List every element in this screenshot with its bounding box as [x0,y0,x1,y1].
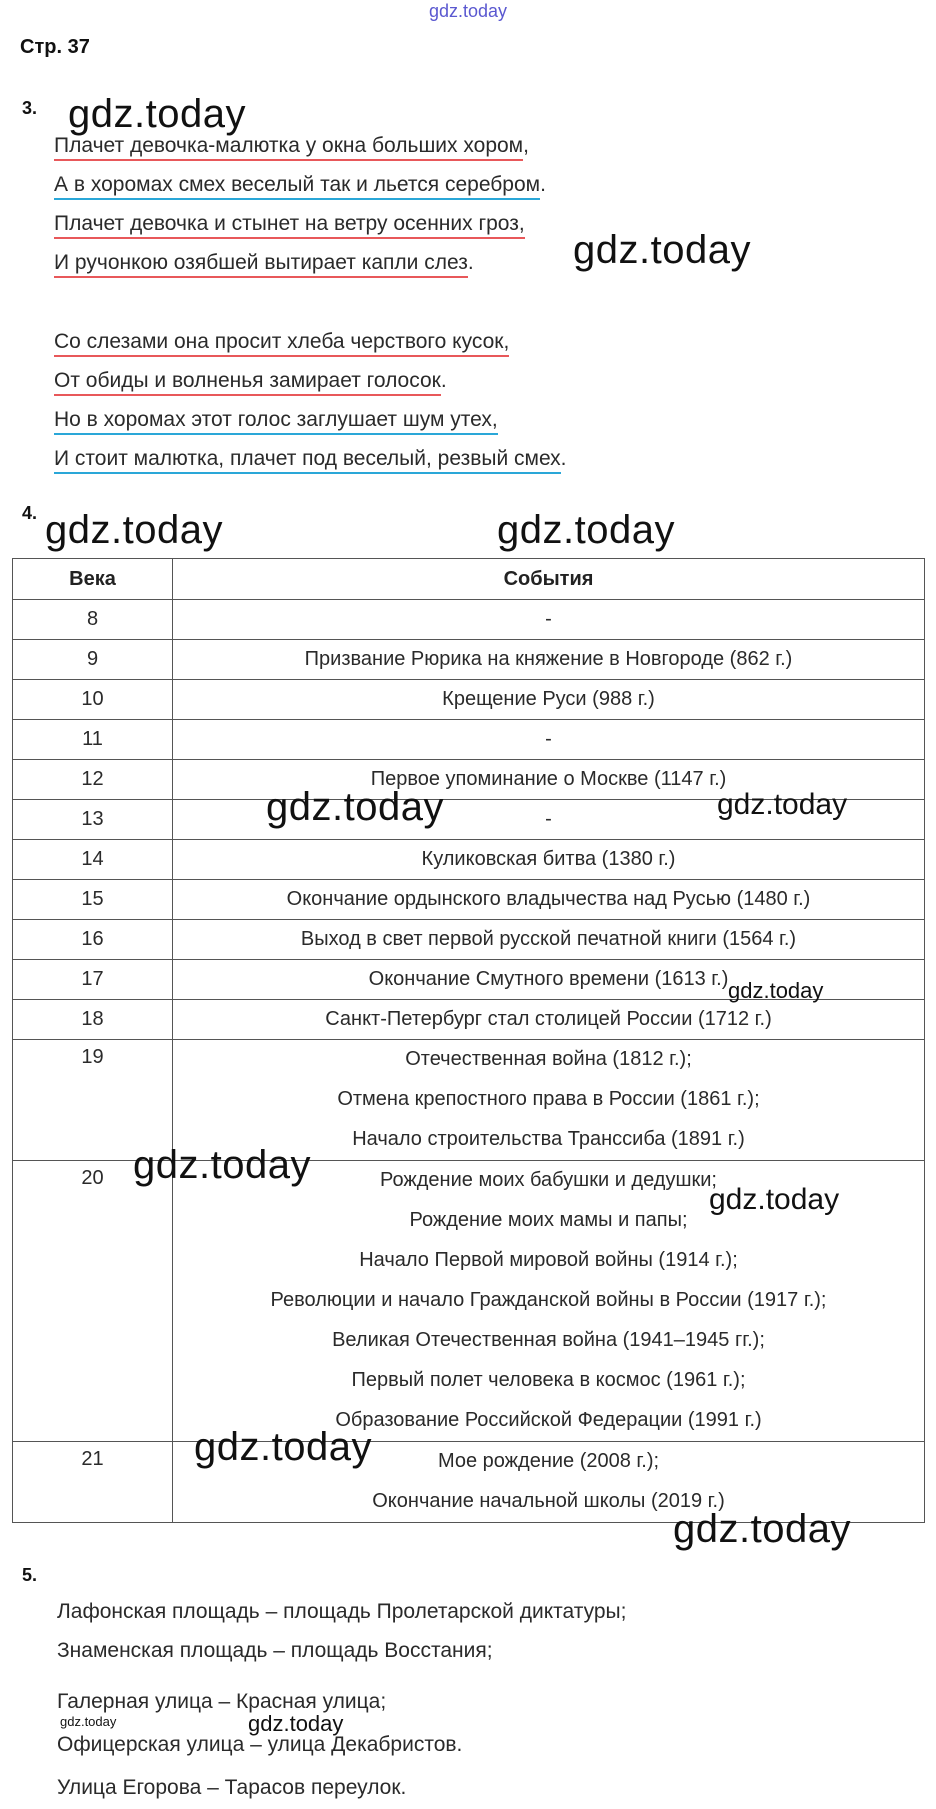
header-events: События [173,559,925,600]
watermark: gdz.today [709,1183,840,1216]
events-cell: - [173,720,925,760]
line-punctuation: , [523,134,529,157]
century-cell: 16 [13,920,173,960]
table-row [13,880,925,920]
event-text: Окончание начальной школы (2019 г.) [372,1490,725,1512]
watermark: gdz.today [194,1425,372,1469]
underlined-text: Плачет девочка-малютка у окна больших хором [54,134,523,161]
watermark: gdz.today [45,508,223,552]
underlined-text: От обиды и волненья замирает голосок [54,369,441,396]
table-row [13,920,925,960]
event-text: Первый полет человека в космос (1961 г.); [351,1369,746,1391]
poem-line [54,330,509,354]
table-row [13,600,925,640]
table-row [13,1000,925,1040]
watermark: gdz.today [717,788,848,821]
underlined-text: Но в хоромах этот голос заглушает шум утех, [54,408,498,435]
poem-line [54,369,447,393]
century-cell: 10 [13,680,173,720]
events-cell: Окончание Смутного времени (1613 г.) [173,960,925,1000]
poem-line [54,251,474,275]
watermark: gdz.today [673,1507,851,1551]
line-punctuation: . [467,251,474,274]
century-cell: 15 [13,880,173,920]
events-cell: Крещение Руси (988 г.) [173,680,925,720]
rename-line: Галерная улица – Красная улица; [57,1690,387,1713]
events-cell: Окончание ордынского владычества над Русью (1480 г.) [173,880,925,920]
underlined-text: Плачет девочка и стынет на ветру осенних гроз, [54,212,525,239]
event-text: Отмена крепостного права в России (1861 г.); [337,1088,760,1110]
century-cell: 11 [13,720,173,760]
events-cell: - [173,600,925,640]
event-text: Начало строительства Транссиба (1891 г.) [352,1128,745,1150]
century-cell: 19 [13,1040,173,1161]
line-punctuation: . [540,173,546,196]
watermark: gdz.today [68,92,246,136]
century-cell: 20 [13,1161,173,1442]
table-row [13,680,925,720]
watermark: gdz.today [728,978,824,1003]
watermark: gdz.today [497,508,675,552]
events-cell: Куликовская битва (1380 г.) [173,840,925,880]
event-text: Отечественная война (1812 г.); [405,1048,692,1070]
events-cell: Первое упоминание о Москве (1147 г.) [173,760,925,800]
century-cell: 13 [13,800,173,840]
poem-line [54,134,529,158]
task-3-number: 3. [22,98,38,118]
event-text: Мое рождение (2008 г.); [437,1450,660,1472]
watermark: gdz.today [133,1143,311,1187]
site-name-header[interactable]: gdz.today [428,1,508,21]
header-centuries: Века [13,559,173,600]
page-title: Стр. 37 [20,36,90,58]
event-text: Рождение моих мамы и папы; [409,1209,688,1231]
underlined-text: А в хоромах смех веселый так и льется серебром [54,173,540,200]
rename-line: Лафонская площадь – площадь Пролетарской диктатуры; [57,1600,627,1623]
line-punctuation: . [440,369,447,392]
poem-line [54,212,525,236]
watermark: gdz.today [266,785,444,829]
event-text: Великая Отечественная война (1941–1945 гг.); [332,1329,765,1351]
table-row [13,840,925,880]
rename-line: Улица Егорова – Тарасов переулок. [57,1776,407,1799]
century-cell: 18 [13,1000,173,1040]
underlined-text: Со слезами она просит хлеба черствого кусок, [54,330,509,357]
events-cell: - [173,800,925,840]
events-cell: Выход в свет первой русской печатной книги (1564 г.) [173,920,925,960]
underlined-text: И стоит малютка, плачет под веселый, резвый смех [54,447,561,474]
century-cell: 12 [13,760,173,800]
century-cell: 9 [13,640,173,680]
poem-line [54,447,567,471]
event-text: Образование Российской Федерации (1991 г.) [335,1409,762,1431]
events-cell: Призвание Рюрика на княжение в Новгороде (862 г.) [173,640,925,680]
underlined-text: И ручонкою озябшей вытирает капли слез [54,251,468,278]
rename-line: Офицерская улица – улица Декабристов. [57,1733,463,1756]
century-cell: 17 [13,960,173,1000]
events-cell: Санкт-Петербург стал столицей России (1712 г.) [173,1000,925,1040]
century-cell: 8 [13,600,173,640]
event-text: Революции и начало Гражданской войны в России (1917 г.); [270,1289,827,1311]
centuries-table [12,558,925,1523]
watermark: gdz.today [573,228,751,272]
rename-line: Знаменская площадь – площадь Восстания; [57,1639,493,1662]
event-text: Рождение моих бабушки и дедушки; [380,1169,717,1191]
event-text: Начало Первой мировой войны (1914 г.); [359,1249,738,1271]
watermark: gdz.today [248,1711,344,1736]
table-row [13,640,925,680]
century-cell: 21 [13,1442,173,1523]
century-cell: 14 [13,840,173,880]
line-punctuation: . [560,447,567,470]
poem-line [54,173,546,197]
poem-line [54,408,498,432]
watermark: gdz.today [60,1714,117,1729]
table-header-row [13,559,925,600]
task-4-number: 4. [22,503,38,523]
task-5-number: 5. [22,1565,38,1585]
table-row [13,720,925,760]
